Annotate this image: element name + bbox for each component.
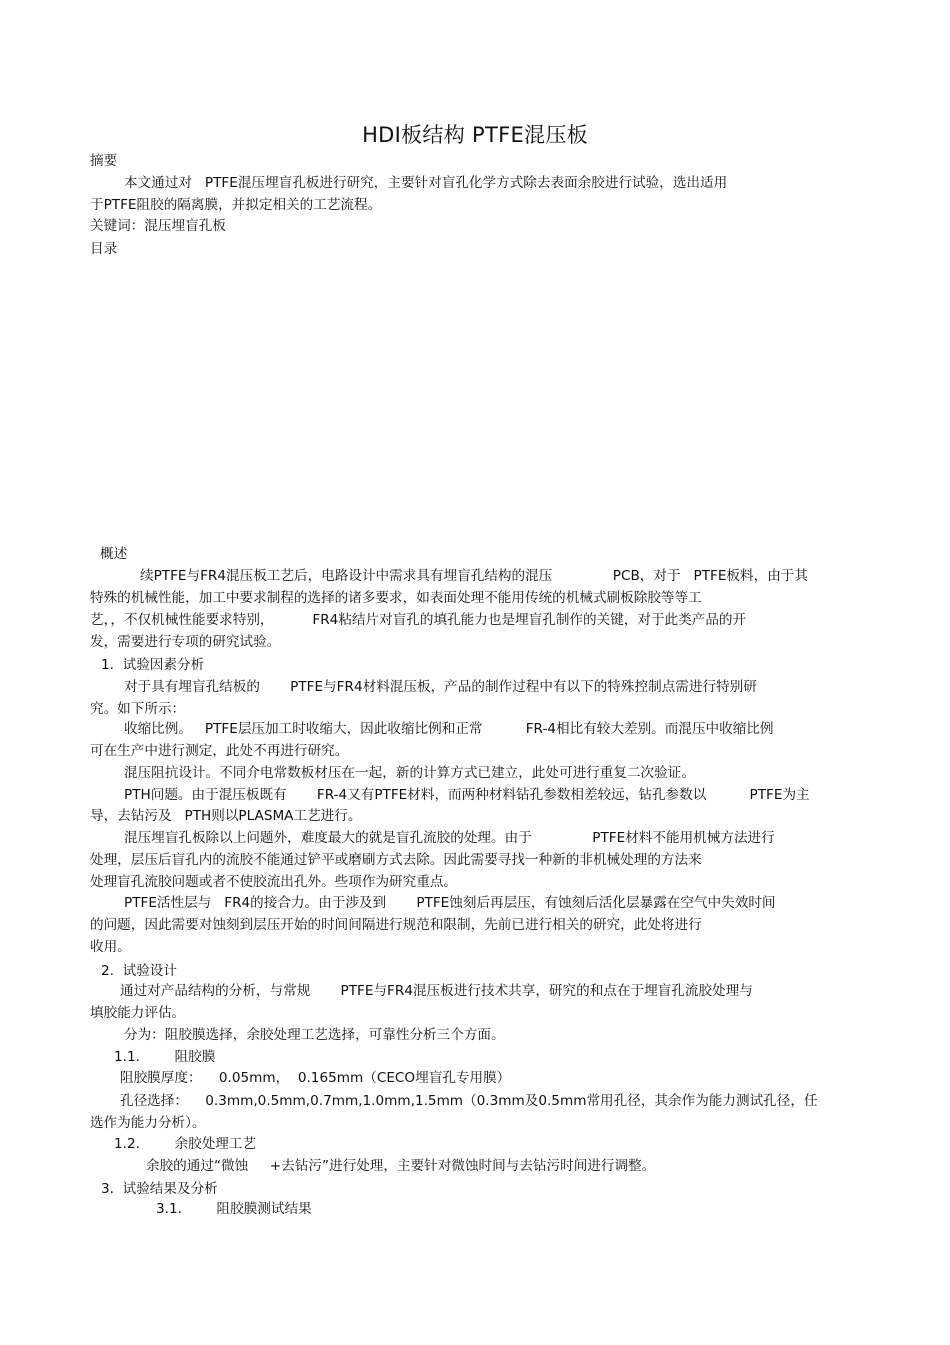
keywords: 关键词：混压埋盲孔板 (90, 218, 226, 234)
overview-line: 艺，，不仅机械性能要求特别， FR4粘结片对盲孔的填孔能力也是埋盲孔制作的关键，对于此类产品的开 (90, 612, 747, 628)
paragraph-line: 的问题，因此需要对蚀刻到层压开始的时间间隔进行规范和限制，先前已进行相关的研究，此处将进行 (90, 917, 702, 933)
paragraph-line: PTFE活性层与 FR4的接合力。由于涉及到 PTFE蚀刻后再层压，有蚀刻后活化层暴露在空气中失效时间 (124, 895, 776, 911)
abstract-line: 本文通过对 PTFE混压埋盲孔板进行研究，主要针对盲孔化学方式除去表面余胶进行试验，选出适用 (124, 175, 728, 191)
paragraph-line: PTH问题。由于混压板既有 FR-4又有PTFE材料，而两种材料钻孔参数相差较远，钻孔参数以 PTFE为主 (124, 787, 810, 803)
paragraph-line: 分为：阻胶膜选择，余胶处理工艺选择，可靠性分析三个方面。 (124, 1027, 505, 1043)
abstract-line: 于PTFE阻胶的隔离膜，并拟定相关的工艺流程。 (90, 197, 382, 213)
paragraph-line: 余胶的通过“微蚀 +去钻污”进行处理，主要针对微蚀时间与去钻污时间进行调整。 (146, 1158, 656, 1174)
document-title: HDI板结构 PTFE混压板 (362, 123, 588, 147)
section-heading: 3. 试验结果及分析 (101, 1181, 218, 1197)
toc-heading: 目录 (90, 241, 118, 257)
paragraph-line: 通过对产品结构的分析，与常规 PTFE与FR4混压板进行技术共享，研究的和点在于埋盲孔流胶处理与 (120, 983, 753, 999)
paragraph-line: 混压阻抗设计。不同介电常数板材压在一起，新的计算方式已建立，此处可进行重复二次验证。 (124, 765, 695, 781)
paragraph-line: 可在生产中进行测定，此处不再进行研究。 (90, 743, 349, 759)
paragraph-line: 收用。 (90, 939, 131, 955)
paragraph-line: 混压埋盲孔板除以上问题外，难度最大的就是盲孔流胶的处理。由于 PTFE材料不能用机械方法进行 (124, 830, 775, 846)
section-heading: 1. 试验因素分析 (101, 657, 205, 673)
paragraph-line: 处理盲孔流胶问题或者不使胶流出孔外。些项作为研究重点。 (90, 874, 458, 890)
paragraph-line: 填胶能力评估。 (90, 1005, 186, 1021)
overview-line: 发，需要进行专项的研究试验。 (90, 634, 281, 650)
paragraph-line: 孔径选择： 0.3mm,0.5mm,0.7mm,1.0mm,1.5mm（0.3mm及0.5mm常用孔径，其余作为能力测试孔径，任 (120, 1093, 818, 1109)
paragraph-line: 究。如下所示： (90, 701, 186, 717)
paragraph-line: 导，去钻污及 PTH则以PLASMA工艺进行。 (90, 808, 362, 824)
subsection-heading: 1.1. 阻胶膜 (114, 1049, 216, 1065)
abstract-heading: 摘要 (90, 153, 118, 169)
paragraph-line: 阻胶膜厚度： 0.05mm， 0.165mm（CECO埋盲孔专用膜） (120, 1070, 511, 1086)
paragraph-line: 选作为能力分析）。 (90, 1115, 206, 1131)
overview-heading: 概述 (100, 546, 128, 562)
subsection-heading: 3.1. 阻胶膜测试结果 (156, 1201, 312, 1217)
paragraph-line: 对于具有埋盲孔结板的 PTFE与FR4材料混压板，产品的制作过程中有以下的特殊控制点需进行特别研 (124, 679, 757, 695)
paragraph-line: 处理，层压后盲孔内的流胶不能通过铲平或磨刷方式去除。因此需要寻找一种新的非机械处理的方法来 (90, 852, 702, 868)
overview-line: 特殊的机械性能，加工中要求制程的选择的诸多要求，如表面处理不能用传统的机械式刷板除胶等等工 (90, 590, 702, 606)
paragraph-line: 收缩比例。 PTFE层压加工时收缩大，因此收缩比例和正常 FR-4相比有较大差别。而混压中收缩比例 (124, 721, 774, 737)
section-heading: 2. 试验设计 (101, 963, 177, 979)
subsection-heading: 1.2. 余胶处理工艺 (114, 1136, 257, 1152)
overview-line: 续PTFE与FR4混压板工艺后，电路设计中需求具有埋盲孔结构的混压 PCB，对于 PTFE板料，由于其 (140, 568, 808, 584)
